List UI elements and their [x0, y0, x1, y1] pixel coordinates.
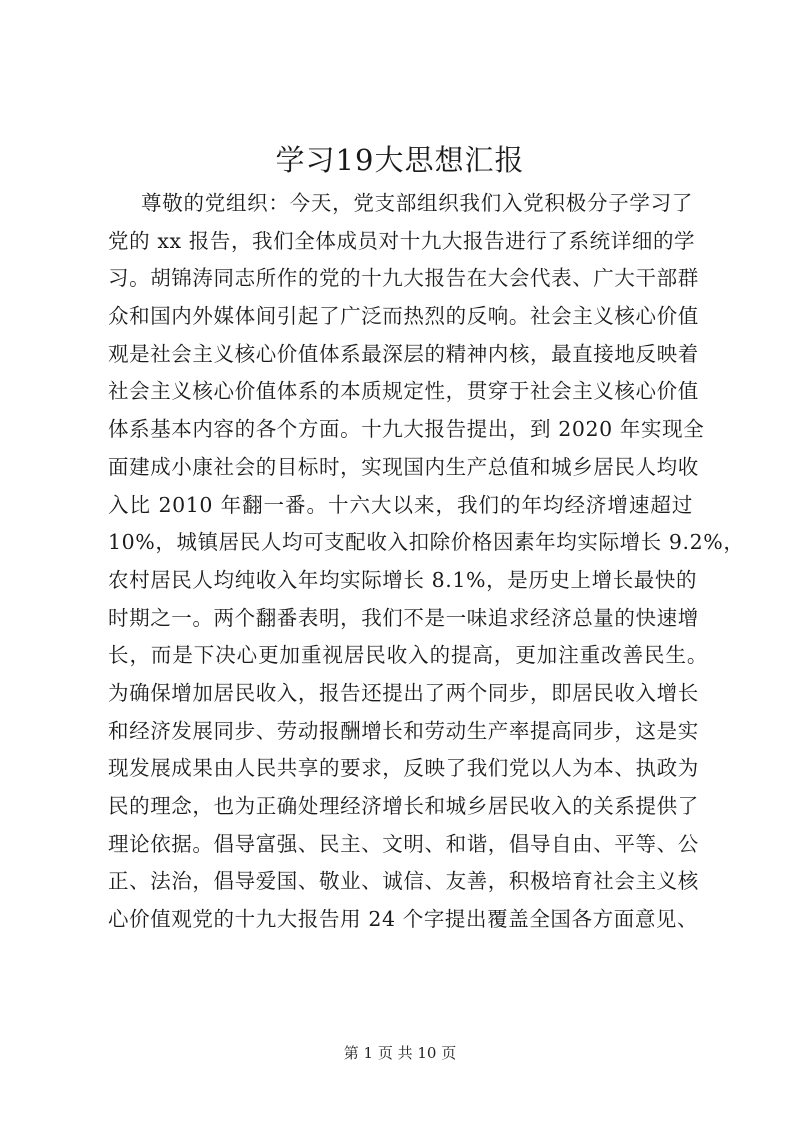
body-line: 理论依据。倡导富强、民主、文明、和谐，倡导自由、平等、公: [108, 831, 699, 856]
document-body: [0, 185, 800, 939]
document-title: 学习19大思想汇报: [275, 143, 525, 177]
body-line: 党的 xx 报告，我们全体成员对十九大报告进行了系统详细的学: [108, 228, 696, 253]
body-line: 为确保增加居民收入，报告还提出了两个同步，即居民收入增长: [108, 680, 699, 705]
body-line: 面建成小康社会的目标时，实现国内生产总值和城乡居民人均收: [108, 454, 699, 479]
body-line: 社会主义核心价值体系的本质规定性，贯穿于社会主义核心价值: [108, 379, 699, 404]
body-line: 体系基本内容的各个方面。十九大报告提出，到 2020 年实现全: [108, 417, 705, 442]
body-line: 正、法治，倡导爱国、敬业、诚信、友善，积极培育社会主义核: [108, 869, 699, 894]
body-line: 入比 2010 年翻一番。十六大以来，我们的年均经济增速超过: [108, 492, 693, 517]
body-line: 尊敬的党组织：今天，党支部组织我们入党积极分子学习了: [141, 191, 693, 215]
body-line: 长，而是下决心更加重视居民收入的提高，更加注重改善民生。: [108, 643, 708, 668]
body-line: 习。胡锦涛同志所作的党的十九大报告在大会代表、广大干部群: [108, 266, 699, 291]
body-line: 观是社会主义核心价值体系最深层的精神内核，最直接地反映着: [108, 341, 699, 366]
body-line: 农村居民人均纯收入年均实际增长 8.1%，是历史上增长最快的: [108, 567, 698, 592]
body-line: 时期之一。两个翻番表明，我们不是一味追求经济总量的快速增: [108, 605, 699, 630]
body-line: 众和国内外媒体间引起了广泛而热烈的反响。社会主义核心价值: [108, 304, 699, 329]
body-line: 民的理念，也为正确处理经济增长和城乡居民收入的关系提供了: [108, 794, 699, 818]
body-line: 和经济发展同步、劳动报酬增长和劳动生产率提高同步，这是实: [108, 718, 699, 743]
body-line: 现发展成果由人民共享的要求，反映了我们党以人为本、执政为: [108, 756, 699, 781]
page-footer: 第 1 页 共 10 页: [343, 1044, 457, 1062]
body-line: 10%，城镇居民人均可支配收入扣除价格因素年均实际增长 9.2%，: [108, 530, 745, 555]
body-line: 心价值观党的十九大报告用 24 个字提出覆盖全国各方面意见、: [108, 907, 699, 932]
